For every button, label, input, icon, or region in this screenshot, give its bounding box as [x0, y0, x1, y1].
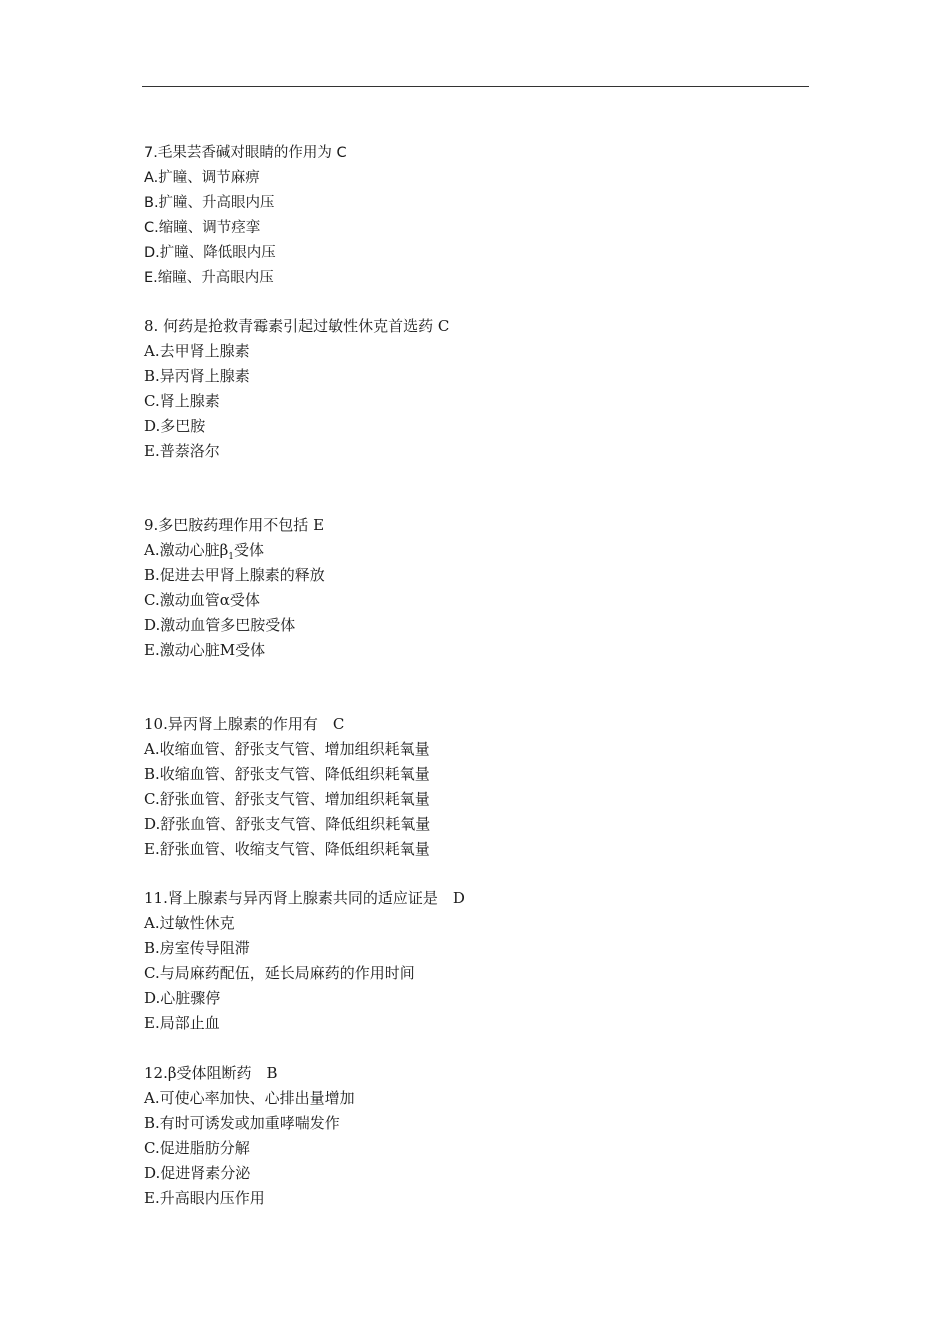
option-c: C.肾上腺素 — [144, 392, 220, 410]
question-stem: 9.多巴胺药理作用不包括 E — [144, 516, 325, 534]
option-e: E.升高眼内压作用 — [144, 1189, 265, 1207]
option-e: E.局部止血 — [144, 1014, 220, 1032]
option-b: B.异丙肾上腺素 — [144, 367, 250, 385]
option-e: E.舒张血管、收缩支气管、降低组织耗氧量 — [144, 840, 430, 858]
option-b: B.收缩血管、舒张支气管、降低组织耗氧量 — [144, 765, 430, 783]
question-stem: 12.β受体阻断药 B — [144, 1064, 278, 1082]
option-a: A.可使心率加快、心排出量增加 — [144, 1089, 355, 1107]
question-stem: 8. 何药是抢救青霉素引起过敏性休克首选药 C — [144, 317, 450, 335]
question-stem: 11.肾上腺素与异丙肾上腺素共同的适应证是 D — [144, 889, 465, 907]
option-d: D.激动血管多巴胺受体 — [144, 616, 296, 634]
option-e: E.普萘洛尔 — [144, 442, 220, 460]
option-b: B.促进去甲肾上腺素的释放 — [144, 566, 325, 584]
option-a: A.扩瞳、调节麻痹 — [144, 170, 260, 186]
question-9 — [144, 513, 804, 663]
option-c: C.舒张血管、舒张支气管、增加组织耗氧量 — [144, 790, 430, 808]
option-a: A.过敏性休克 — [144, 914, 235, 932]
question-11 — [144, 886, 804, 1036]
option-a-suffix: 受体 — [234, 541, 265, 559]
option-b: B.房室传导阻滞 — [144, 939, 250, 957]
option-b: B.有时可诱发或加重哮喘发作 — [144, 1114, 340, 1132]
option-c: C.与局麻药配伍，延长局麻药的作用时间 — [144, 964, 415, 982]
option-c: C.促进脂肪分解 — [144, 1139, 250, 1157]
option-c: C.激动血管α受体 — [144, 591, 260, 609]
option-a: A.收缩血管、舒张支气管、增加组织耗氧量 — [144, 740, 430, 758]
option-e: E.激动心脏M受体 — [144, 641, 266, 659]
option-a — [144, 538, 804, 563]
header-rule — [142, 86, 809, 87]
option-d: D.促进肾素分泌 — [144, 1164, 251, 1182]
option-a-text: A.激动心脏β — [144, 541, 229, 559]
option-d: D.心脏骤停 — [144, 989, 221, 1007]
option-b: B.扩瞳、升高眼内压 — [144, 195, 275, 211]
question-10 — [144, 712, 804, 862]
option-d: D.舒张血管、舒张支气管、降低组织耗氧量 — [144, 815, 431, 833]
option-c: C.缩瞳、调节痉挛 — [144, 220, 261, 236]
question-8 — [144, 314, 804, 464]
question-7 — [144, 141, 804, 291]
option-d: D.多巴胺 — [144, 417, 206, 435]
question-stem: 10.异丙肾上腺素的作用有 C — [144, 715, 345, 733]
question-12 — [144, 1061, 804, 1211]
option-e: E.缩瞳、升高眼内压 — [144, 270, 274, 286]
option-d: D.扩瞳、降低眼内压 — [144, 245, 276, 261]
option-a-subscript: 1 — [228, 552, 235, 562]
option-a: A.去甲肾上腺素 — [144, 342, 250, 360]
question-stem: 7.毛果芸香碱对眼睛的作用为 C — [144, 145, 347, 161]
